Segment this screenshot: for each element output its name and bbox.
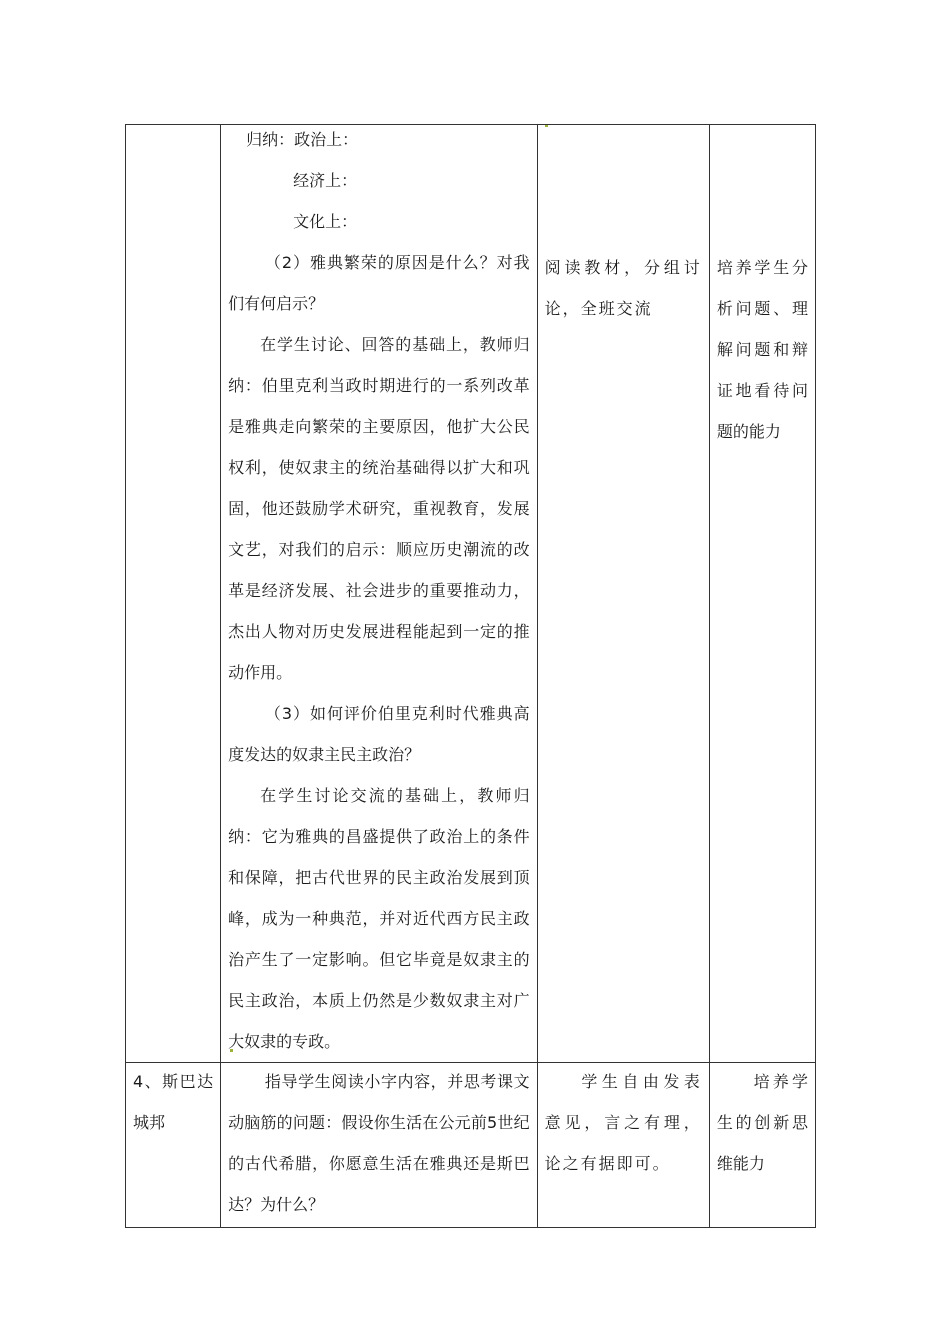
summary-politics: 归纳：政治上： [246, 130, 359, 149]
student-activity-cell [537, 1063, 709, 1228]
teacher-activity-text: 指导学生阅读小字内容，并思考课文动脑筋的问题：假设你生活在公元前5世纪的古代希腊，你愿意生活在雅典还是斯巴达？为什么？ [228, 1072, 530, 1214]
teacher-activity-cell [221, 125, 537, 1063]
question-3: （3）如何评价伯里克利时代雅典高度发达的奴隶主民主政治？ [228, 704, 530, 764]
answer-2: 在学生讨论、回答的基础上，教师归纳：伯里克利当政时期进行的一系列改革是雅典走向繁荣的主要原因，他扩大公民权利，使奴隶主的统治基础得以扩大和巩固，他还鼓励学术研究，重视教育，发展文艺，对我们的启示：顺应历史潮流的改革是经济发展、社会进步的重要推动力，杰出人物对历史发展进程能起到一定的推动作用。 [228, 335, 530, 682]
stage-cell [126, 125, 221, 1063]
student-activity-text: 学生自由发表意见，言之有理，论之有据即可。 [544, 1072, 702, 1173]
student-activity-text: 阅读教材，分组讨论，全班交流 [544, 258, 702, 318]
stage-title: 4、斯巴达城邦 [133, 1072, 214, 1132]
table-row [126, 1063, 816, 1228]
lesson-plan-table [125, 124, 816, 1228]
stage-cell [126, 1063, 221, 1228]
goal-text: 培养学生分析问题、理解问题和辩证地看待问题的能力 [716, 258, 808, 441]
table-row [126, 125, 816, 1063]
answer-3: 在学生讨论交流的基础上，教师归纳：它为雅典的昌盛提供了政治上的条件和保障，把古代世界的民主政治发展到顶峰，成为一种典范，并对近代西方民主政治产生了一定影响。但它毕竟是奴隶主的民主政治，本质上仍然是少数奴隶主对广大奴隶的专政。 [228, 786, 530, 1051]
summary-economy: 经济上： [293, 171, 358, 190]
teacher-activity-cell [221, 1063, 537, 1228]
goal-text: 培养学生的创新思维能力 [716, 1072, 808, 1173]
summary-culture: 文化上： [293, 212, 358, 231]
goal-cell [709, 125, 815, 1063]
goal-cell [709, 1063, 815, 1228]
student-activity-cell [537, 125, 709, 1063]
question-2: （2）雅典繁荣的原因是什么？对我们有何启示？ [228, 253, 530, 313]
